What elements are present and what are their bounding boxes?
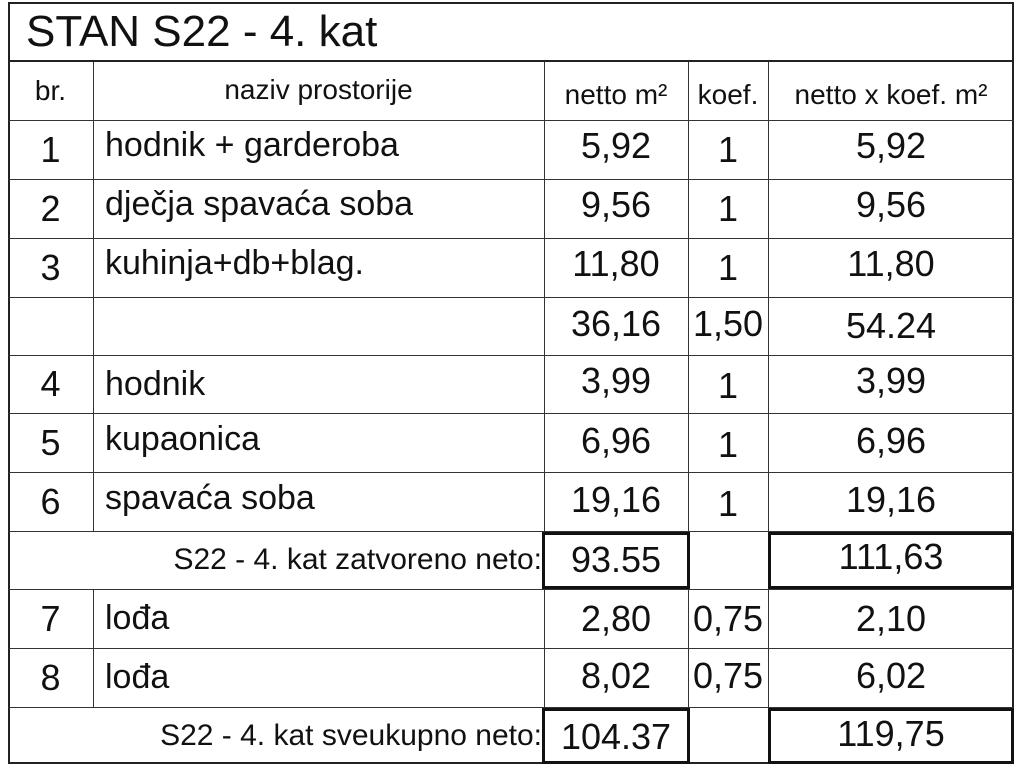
header-no: br. xyxy=(34,75,67,106)
row-number: 7 xyxy=(40,597,61,639)
room-name: kupaonica xyxy=(105,420,261,458)
koef-value: 0,75 xyxy=(692,654,764,696)
netto-value: 5,92 xyxy=(580,124,652,166)
row-number: 6 xyxy=(40,480,61,522)
total-label: S22 - 4. kat sveukupno neto: xyxy=(160,718,542,752)
netto-value: 9,56 xyxy=(580,183,652,225)
netto-koef-value: 6,02 xyxy=(855,654,927,696)
netto-value: 3,99 xyxy=(580,360,652,401)
room-name: dječja spavaća soba xyxy=(105,185,414,223)
row-number: 8 xyxy=(40,656,61,698)
subtotal-netto-koef: 111,63 xyxy=(838,536,944,577)
room-name xyxy=(93,297,556,355)
subtotal-netto: 93.55 xyxy=(570,539,662,580)
room-name: hodnik xyxy=(105,364,206,403)
subtotal-label: S22 - 4. kat zatvoreno neto: xyxy=(173,543,542,576)
netto-value: 36,16 xyxy=(570,303,662,344)
total-netto-koef: 119,75 xyxy=(837,712,945,754)
row-number xyxy=(8,297,93,355)
koef-value: 1 xyxy=(717,365,739,406)
netto-koef-value: 11,80 xyxy=(847,242,935,284)
netto-koef-value: 6,96 xyxy=(855,419,927,461)
netto-koef-value: 2,10 xyxy=(855,597,927,639)
row-number: 1 xyxy=(40,128,61,170)
row-number: 4 xyxy=(40,363,61,404)
room-name: spavaća soba xyxy=(105,479,315,517)
netto-koef-value: 19,16 xyxy=(845,478,937,520)
koef-value: 1 xyxy=(717,246,739,288)
koef-value: 1,50 xyxy=(692,303,764,344)
koef-value: 0,75 xyxy=(692,597,764,639)
total-netto: 104.37 xyxy=(560,715,672,757)
koef-value: 1 xyxy=(717,187,739,229)
row-number: 5 xyxy=(40,421,61,463)
room-name: kuhinja+db+blag. xyxy=(105,244,365,282)
row-number: 3 xyxy=(40,246,61,288)
page-title: STAN S22 - 4. kat xyxy=(8,2,1014,62)
header-koef: koef. xyxy=(697,79,759,110)
header-name: naziv prostorije xyxy=(224,73,413,105)
netto-value: 8,02 xyxy=(580,654,652,696)
netto-value: 19,16 xyxy=(570,478,662,520)
netto-value: 2,80 xyxy=(580,597,652,639)
netto-value: 6,96 xyxy=(580,419,652,461)
koef-value: 1 xyxy=(717,128,739,170)
row-number: 2 xyxy=(40,187,61,229)
netto-koef-value: 5,92 xyxy=(855,124,927,166)
room-name: lođa xyxy=(105,658,170,696)
header-netto: netto m² xyxy=(564,79,668,110)
koef-value: 1 xyxy=(717,482,739,524)
netto-value: 11,80 xyxy=(572,242,660,284)
room-name: lođa xyxy=(105,599,170,637)
koef-value: 1 xyxy=(717,423,739,465)
room-name: hodnik + garderoba xyxy=(105,126,399,164)
header-netto-koef: netto x koef. m² xyxy=(794,79,988,110)
netto-koef-value: 54.24 xyxy=(845,305,937,346)
netto-koef-value: 9,56 xyxy=(855,183,927,225)
netto-koef-value: 3,99 xyxy=(855,360,927,401)
